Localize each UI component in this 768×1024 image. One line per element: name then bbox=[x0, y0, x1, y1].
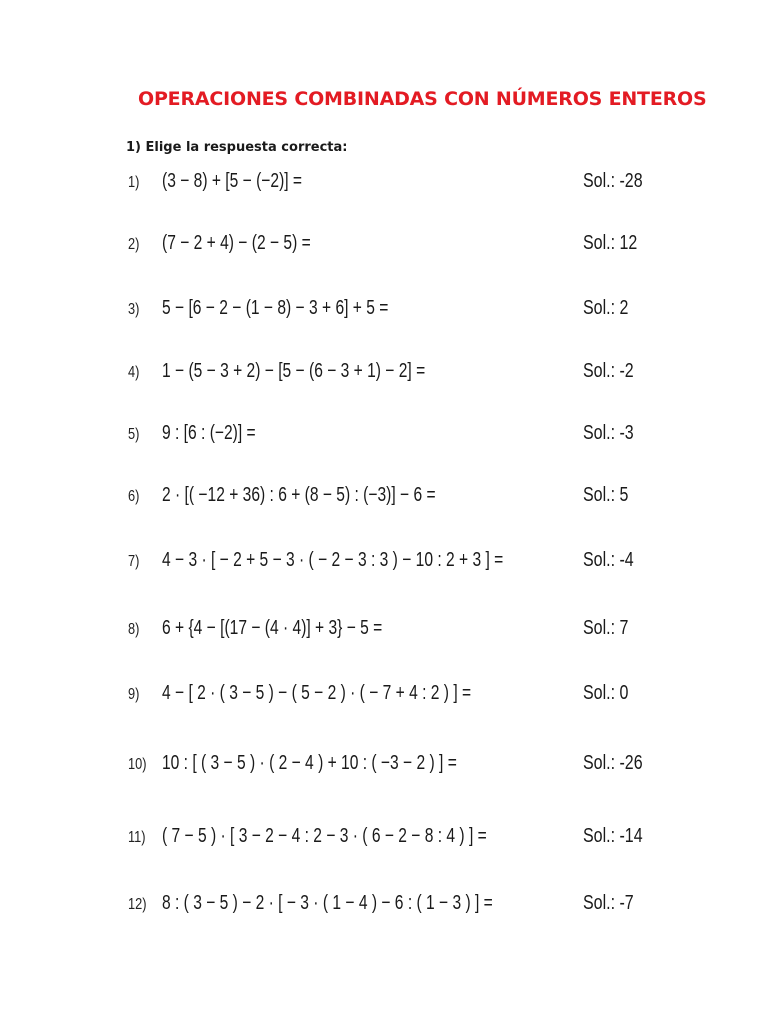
exercise-expression: 10 : [ ( 3 − 5 ) · ( 2 − 4 ) + 10 : ( −3 − 2 ) ] = bbox=[162, 752, 457, 774]
exercise-solution: Sol.: -26 bbox=[583, 752, 643, 774]
instruction-text: 1) Elige la respuesta correcta: bbox=[126, 140, 348, 155]
exercise-solution: Sol.: -14 bbox=[583, 825, 643, 847]
exercise-solution: Sol.: 7 bbox=[583, 617, 629, 639]
exercise-solution: Sol.: -28 bbox=[583, 170, 643, 192]
exercise-number: 8) bbox=[128, 621, 140, 638]
exercise-number: 7) bbox=[128, 553, 140, 570]
worksheet-title: OPERACIONES COMBINADAS CON NÚMEROS ENTEROS bbox=[138, 88, 707, 110]
exercise-expression: 9 : [6 : (−2)] = bbox=[162, 422, 256, 444]
exercise-row bbox=[0, 168, 768, 200]
exercise-number: 11) bbox=[128, 829, 146, 846]
exercise-number: 6) bbox=[128, 488, 140, 505]
exercise-number: 3) bbox=[128, 301, 140, 318]
exercise-row bbox=[0, 750, 768, 782]
exercise-solution: Sol.: 0 bbox=[583, 682, 629, 704]
exercise-expression: 5 − [6 − 2 − (1 − 8) − 3 + 6] + 5 = bbox=[162, 297, 389, 319]
exercise-solution: Sol.: 12 bbox=[583, 232, 638, 254]
exercise-expression: ( 7 − 5 ) · [ 3 − 2 − 4 : 2 − 3 · ( 6 − 2 − 8 : 4 ) ] = bbox=[162, 825, 487, 847]
exercise-expression: (3 − 8) + [5 − (−2)] = bbox=[162, 170, 303, 192]
exercise-expression: 6 + {4 − [(17 − (4 · 4)] + 3} − 5 = bbox=[162, 617, 383, 639]
exercise-row bbox=[0, 420, 768, 452]
exercise-expression: 4 − 3 · [ − 2 + 5 − 3 · ( − 2 − 3 : 3 ) − 10 : 2 + 3 ] = bbox=[162, 549, 504, 571]
exercise-row bbox=[0, 615, 768, 647]
exercise-row bbox=[0, 890, 768, 922]
exercise-number: 10) bbox=[128, 756, 147, 773]
exercise-row bbox=[0, 358, 768, 390]
exercise-solution: Sol.: -4 bbox=[583, 549, 634, 571]
exercise-row bbox=[0, 295, 768, 327]
exercise-number: 2) bbox=[128, 236, 140, 253]
exercise-number: 9) bbox=[128, 686, 140, 703]
exercise-expression: (7 − 2 + 4) − (2 − 5) = bbox=[162, 232, 311, 254]
exercise-number: 12) bbox=[128, 896, 147, 913]
exercise-expression: 4 − [ 2 · ( 3 − 5 ) − ( 5 − 2 ) · ( − 7 + 4 : 2 ) ] = bbox=[162, 682, 472, 704]
exercise-row bbox=[0, 547, 768, 579]
exercise-row bbox=[0, 482, 768, 514]
exercise-solution: Sol.: -2 bbox=[583, 360, 634, 382]
exercise-number: 1) bbox=[128, 174, 140, 191]
exercise-expression: 1 − (5 − 3 + 2) − [5 − (6 − 3 + 1) − 2] = bbox=[162, 360, 426, 382]
exercise-expression: 2 · [( −12 + 36) : 6 + (8 − 5) : (−3)] − 6 = bbox=[162, 484, 436, 506]
exercise-solution: Sol.: -7 bbox=[583, 892, 634, 914]
exercise-solution: Sol.: 5 bbox=[583, 484, 629, 506]
exercise-number: 4) bbox=[128, 364, 140, 381]
exercise-row bbox=[0, 823, 768, 855]
exercise-solution: Sol.: -3 bbox=[583, 422, 634, 444]
exercise-expression: 8 : ( 3 − 5 ) − 2 · [ − 3 · ( 1 − 4 ) − 6 : ( 1 − 3 ) ] = bbox=[162, 892, 493, 914]
exercise-solution: Sol.: 2 bbox=[583, 297, 629, 319]
exercise-row bbox=[0, 680, 768, 712]
exercise-row bbox=[0, 230, 768, 262]
exercise-number: 5) bbox=[128, 426, 140, 443]
